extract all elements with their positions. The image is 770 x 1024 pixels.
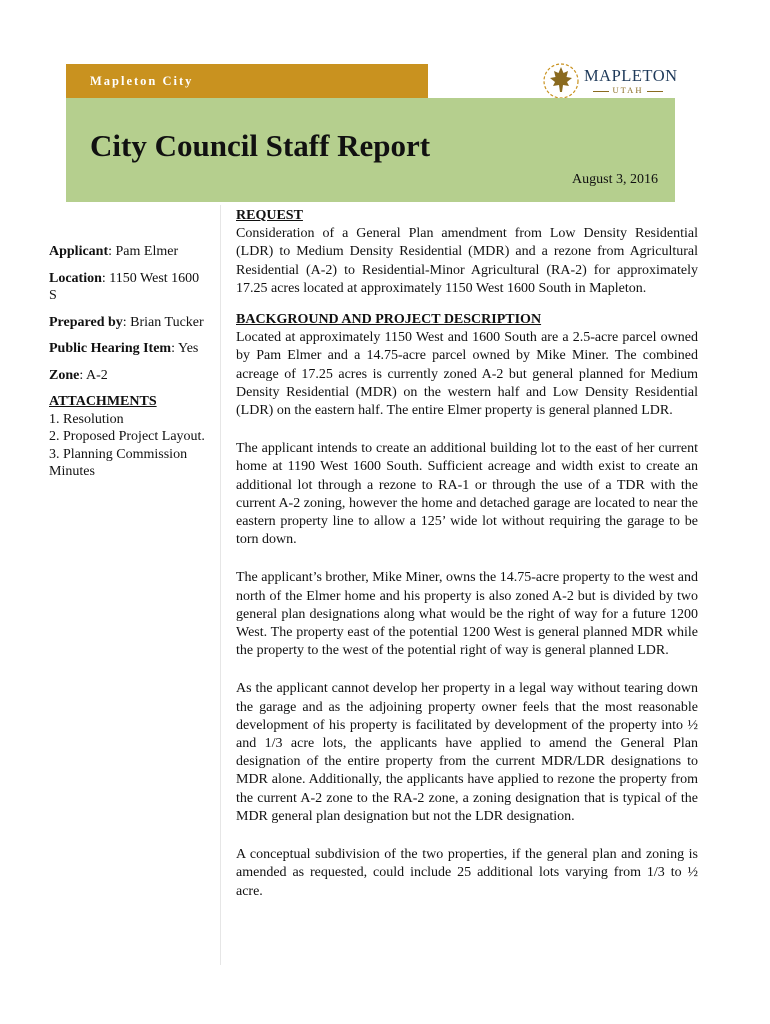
body-paragraph: As the applicant cannot develop her property in a legal way without tearing down the garage and as the adjoining property owner feels that the most reasonable development of his property is facilitated by development of the property into ½ and 1/3 acre lots, the applicants have applied to amend the General Plan designation of the entire property from the current MDR/LDR designations to MDR alone. Additionally, the applicants have applied to rezone the property from the current A-2 zone to the RA-2 zone, a zoning designation that is typical of the MDR general plan designation but not the LDR designation. <box>236 681 698 824</box>
zone-field: Zone: A-2 <box>49 367 108 383</box>
location-field: Location: 1150 West 1600 S <box>49 270 200 303</box>
maple-leaf-icon <box>542 62 580 100</box>
public-hearing-value: Yes <box>177 341 199 356</box>
mapleton-logo <box>540 60 680 100</box>
body-paragraph: A conceptual subdivision of the two properties, if the general plan and zoning is amended as requested, could include 25 additional lots varying from 1/3 to ½ acre. <box>236 847 698 899</box>
public-hearing-field: Public Hearing Item: Yes <box>49 341 199 356</box>
body-paragraph: Located at approximately 1150 West and 1600 South are a 2.5-acre parcel owned by Pam Elmer and a 14.75-acre parcel owned by Mike Miner. The combined acreage of 17.25 acres is currently zoned A-2 but general planned for Medium Density Residential (MDR) on the western half and Low Density Residential (LDR) on the eastern half. The entire Elmer property is general planned LDR. <box>236 330 698 419</box>
request-text: Consideration of a General Plan amendment from Low Density Residential (LDR) to Medium Density Residential (MDR) and a rezone from Agricultural Residential (A-2) to Residential-Minor Agricultural (RA-2) for approximately 17.25 acres located at approximately 1150 West 1600 South in Mapleton. <box>236 226 698 296</box>
report-title: City Council Staff Report <box>90 128 431 163</box>
column-divider <box>220 205 221 965</box>
attachment-item: 1. Resolution <box>49 411 124 427</box>
prepared-by-label: Prepared by <box>49 314 123 330</box>
zone-label: Zone <box>49 367 80 383</box>
attachment-item: 3. Planning Commission Minutes <box>49 446 188 479</box>
applicant-label: Applicant <box>49 244 109 259</box>
logo-wordmark: MAPLETON <box>584 66 678 85</box>
zone-value: A-2 <box>85 367 108 383</box>
applicant-field: Applicant: Pam Elmer <box>49 244 179 259</box>
location-value: 1150 West 1600 S <box>49 270 200 303</box>
report-date: August 3, 2016 <box>572 172 658 187</box>
prepared-by-field: Prepared by: Brian Tucker <box>49 314 204 330</box>
city-label-bar <box>66 64 428 98</box>
main-content <box>236 207 698 901</box>
attachment-item: 2. Proposed Project Layout. <box>49 429 205 444</box>
request-heading: REQUEST <box>236 208 303 223</box>
background-heading: BACKGROUND AND PROJECT DESCRIPTION <box>236 312 542 328</box>
body-paragraph: The applicant’s brother, Mike Miner, owns the 14.75-acre property to the west and north of the Elmer home and his property is also zoned A-2 but is divided by two general plan designations along what would be the right of way for a future 1200 West. The property east of the potential 1200 West is general planned MDR while the property to the west of the potential right of way is general planned LDR. <box>236 570 698 659</box>
prepared-by-value: Brian Tucker <box>130 314 204 330</box>
report-banner <box>66 98 675 202</box>
sidebar <box>49 243 209 481</box>
applicant-value: Pam Elmer <box>115 244 179 259</box>
attachments-heading: ATTACHMENTS <box>49 394 157 409</box>
logo-subtitle: UTAH <box>584 85 672 95</box>
body-paragraph: The applicant intends to create an additional building lot to the east of her current home at 1190 West 1600 South. Sufficient acreage and width exist to create an additional lot through a rezone to RA-1 or through the use of a TDR with the current A-2 zoning, however the home and detached garage are located to near the eastern property line to allow a 125’ wide lot without requiring the garage to be torn down. <box>236 441 698 548</box>
location-label: Location <box>49 270 102 286</box>
city-label: Mapleton City <box>90 74 194 88</box>
public-hearing-label: Public Hearing Item <box>49 341 172 356</box>
